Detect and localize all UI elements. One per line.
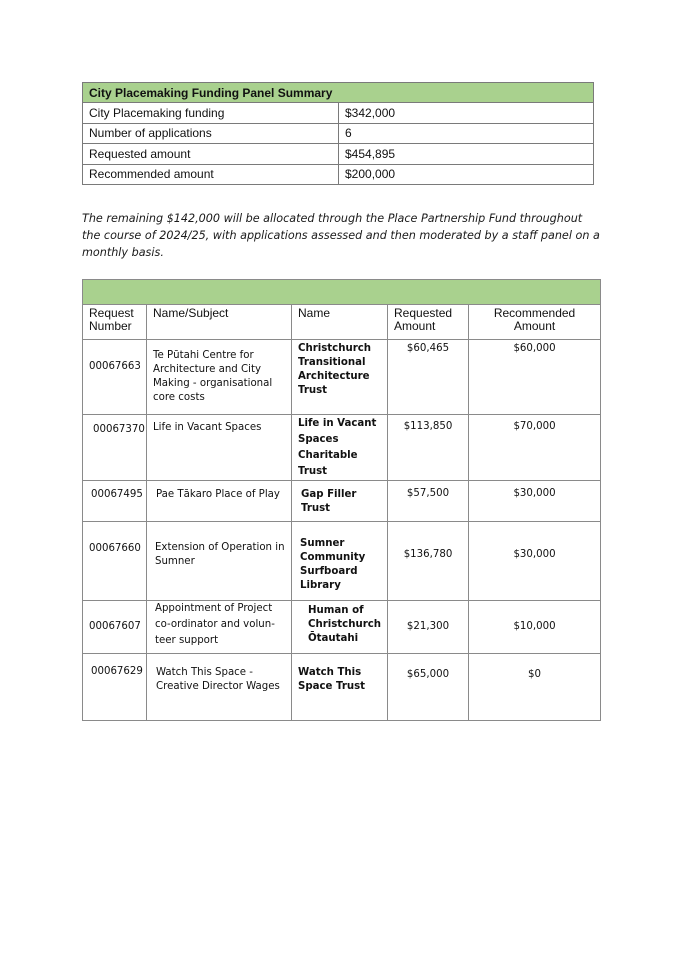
- applications-header-row: [83, 305, 601, 340]
- summary-header-row: [83, 83, 594, 103]
- table-row: [83, 601, 601, 654]
- summary-label: Requested amount: [83, 144, 339, 164]
- applicant-name: Human of Christchurch Ōtautahi: [292, 601, 388, 654]
- allocation-note: The remaining $142,000 will be allocated through the Place Partnership Fund throughout the course of 2024/25, with applications assessed and then moderated by a staff panel on a monthly basis.: [82, 212, 600, 259]
- requested-amount: $136,780: [388, 522, 469, 601]
- requested-amount: $21,300: [388, 601, 469, 654]
- summary-label: City Placemaking funding: [83, 103, 339, 123]
- table-row: [83, 415, 601, 481]
- table-row: [83, 654, 601, 721]
- table-row: [83, 522, 601, 601]
- request-number: 00067660: [83, 522, 147, 601]
- recommended-amount: $70,000: [469, 415, 601, 481]
- summary-label: Number of applications: [83, 123, 339, 143]
- applicant-name: Sumner Community Surfboard Library: [292, 522, 388, 601]
- recommended-amount: $30,000: [469, 522, 601, 601]
- summary-value: $454,895: [339, 144, 594, 164]
- column-header-name: Name: [292, 305, 388, 340]
- recommended-amount: $0: [469, 654, 601, 721]
- summary-title: City Placemaking Funding Panel Summary: [83, 83, 594, 103]
- summary-row: [83, 103, 594, 123]
- requested-amount: $65,000: [388, 654, 469, 721]
- summary-row: [83, 123, 594, 143]
- table-row: [83, 481, 601, 522]
- applicant-name: Gap Filler Trust: [292, 481, 388, 522]
- subject: Life in Vacant Spaces: [147, 415, 292, 481]
- recommended-amount: $30,000: [469, 481, 601, 522]
- request-number: 00067370: [83, 415, 147, 481]
- applicant-name: Christchurch Transitional Architecture Trust: [292, 340, 388, 415]
- summary-value: $342,000: [339, 103, 594, 123]
- requested-amount: $57,500: [388, 481, 469, 522]
- recommended-amount: $60,000: [469, 340, 601, 415]
- column-header-requested: Requested Amount: [388, 305, 469, 340]
- column-header-request-number: Request Number: [83, 305, 147, 340]
- table-row: [83, 340, 601, 415]
- column-header-subject: Name/Subject: [147, 305, 292, 340]
- request-number: 00067629: [83, 654, 147, 721]
- requested-amount: $113,850: [388, 415, 469, 481]
- subject: Pae Tākaro Place of Play: [147, 481, 292, 522]
- summary-label: Recommended amount: [83, 164, 339, 184]
- applicant-name: Watch This Space Trust: [292, 654, 388, 721]
- request-number: 00067495: [83, 481, 147, 522]
- summary-row: [83, 164, 594, 184]
- column-header-recommended: Recommended Amount: [469, 305, 601, 340]
- request-number: 00067663: [83, 340, 147, 415]
- subject: Te Pūtahi Centre for Architecture and City Making - organisational core costs: [147, 340, 292, 415]
- applications-header-band: [83, 280, 601, 305]
- applicant-name: Life in Vacant Spaces Charitable Trust: [292, 415, 388, 481]
- subject: Appointment of Project co-ordinator and volun-teer support: [147, 601, 292, 654]
- applications-table: [82, 279, 601, 721]
- summary-value: 6: [339, 123, 594, 143]
- summary-value: $200,000: [339, 164, 594, 184]
- request-number: 00067607: [83, 601, 147, 654]
- subject: Watch This Space - Creative Director Wages: [147, 654, 292, 721]
- summary-row: [83, 144, 594, 164]
- funding-summary-table: [82, 82, 594, 185]
- requested-amount: $60,465: [388, 340, 469, 415]
- subject: Extension of Operation in Sumner: [147, 522, 292, 601]
- recommended-amount: $10,000: [469, 601, 601, 654]
